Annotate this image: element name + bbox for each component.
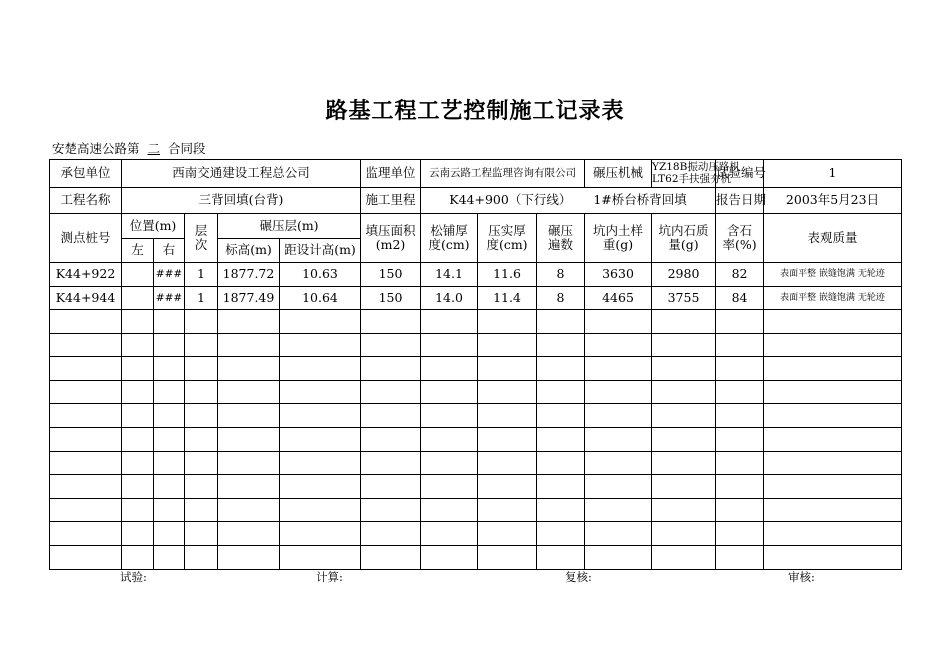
elevation-cell: 1877.49 bbox=[218, 286, 280, 310]
right-cell: ### bbox=[154, 286, 185, 310]
contractor-label: 承包单位 bbox=[50, 160, 122, 188]
station-cell: K44+922 bbox=[50, 263, 122, 287]
footer-test-label: 试验: bbox=[120, 570, 147, 584]
right-cell: ### bbox=[154, 263, 185, 287]
empty-row bbox=[50, 498, 902, 522]
supervisor-label: 监理单位 bbox=[361, 160, 421, 188]
layer-cell: 1 bbox=[185, 286, 218, 310]
soil-cell: 4465 bbox=[585, 286, 652, 310]
machinery-value bbox=[652, 160, 740, 188]
footer-review-label: 复核: bbox=[565, 570, 592, 584]
passes-cell: 8 bbox=[537, 263, 585, 287]
loose-cell: 14.1 bbox=[421, 263, 478, 287]
table-row bbox=[50, 286, 902, 310]
empty-row bbox=[50, 427, 902, 451]
layer-cell: 1 bbox=[185, 263, 218, 287]
test-no-label: 试验编号 bbox=[716, 160, 764, 188]
empty-row bbox=[50, 451, 902, 475]
compacted-cell: 11.4 bbox=[478, 286, 537, 310]
appearance-cell: 表面平整 嵌缝饱满 无轮迹 bbox=[764, 263, 902, 287]
station-cell: K44+944 bbox=[50, 286, 122, 310]
stone-weight-header: 坑内石质量(g) bbox=[652, 214, 716, 263]
contractor-value: 西南交通建设工程总公司 bbox=[122, 160, 361, 188]
empty-row bbox=[50, 475, 902, 499]
empty-rows bbox=[50, 310, 902, 570]
page-title: 路基工程工艺控制施工记录表 bbox=[325, 98, 625, 124]
stone-pct-cell: 82 bbox=[716, 263, 764, 287]
footer-audit-label: 审核: bbox=[788, 570, 815, 584]
stone-content-header: 含石率(%) bbox=[716, 214, 764, 263]
supervisor-value: 云南云路工程监理咨询有限公司 bbox=[421, 160, 585, 188]
appearance-cell: 表面平整 嵌缝饱满 无轮迹 bbox=[764, 286, 902, 310]
empty-row bbox=[50, 545, 902, 569]
empty-row bbox=[50, 380, 902, 404]
left-cell bbox=[122, 263, 154, 287]
compact-layer-header: 碾压层(m) bbox=[218, 214, 361, 239]
empty-row bbox=[50, 357, 902, 381]
record-table bbox=[49, 159, 902, 570]
right-header: 右 bbox=[154, 239, 185, 263]
report-date-label: 报告日期 bbox=[716, 188, 764, 214]
info-row-2 bbox=[50, 188, 902, 214]
location-text: 1#桥台桥背回填 bbox=[593, 192, 687, 208]
stone-cell: 2980 bbox=[652, 263, 716, 287]
subtitle-prefix: 安楚高速公路第 bbox=[52, 141, 140, 156]
loose-cell: 14.0 bbox=[421, 286, 478, 310]
soil-cell: 3630 bbox=[585, 263, 652, 287]
position-header: 位置(m) bbox=[122, 214, 185, 239]
loose-thickness-header: 松铺厚度(cm) bbox=[421, 214, 478, 263]
empty-row bbox=[50, 404, 902, 428]
design-height-cell: 10.63 bbox=[280, 263, 361, 287]
fill-area-cell: 150 bbox=[361, 286, 421, 310]
header-row-1 bbox=[50, 214, 902, 239]
left-header: 左 bbox=[122, 239, 154, 263]
contract-section-line bbox=[52, 139, 206, 157]
subtitle-suffix: 合同段 bbox=[168, 141, 206, 156]
section-number: 二 bbox=[147, 141, 161, 156]
elevation-cell: 1877.72 bbox=[218, 263, 280, 287]
project-label: 工程名称 bbox=[50, 188, 122, 214]
mileage-value bbox=[421, 188, 716, 214]
fill-area-header: 填压面积(m2) bbox=[361, 214, 421, 263]
test-no-value: 1 bbox=[764, 160, 902, 188]
machinery-line-1: YZ18B振动压路机 bbox=[652, 161, 740, 174]
mileage-label: 施工里程 bbox=[361, 188, 421, 214]
stone-pct-cell: 84 bbox=[716, 286, 764, 310]
machinery-line-2: LT62手扶强夯机 bbox=[652, 172, 731, 185]
machinery-label: 碾压机械 bbox=[585, 160, 652, 188]
empty-row bbox=[50, 333, 902, 357]
table-row bbox=[50, 263, 902, 287]
empty-row bbox=[50, 310, 902, 334]
elevation-header: 标高(m) bbox=[218, 239, 280, 263]
project-value: 三背回填(台背) bbox=[122, 188, 361, 214]
fill-area-cell: 150 bbox=[361, 263, 421, 287]
footer-calc-label: 计算: bbox=[316, 570, 343, 584]
appearance-header: 表观质量 bbox=[764, 214, 902, 263]
passes-header: 碾压遍数 bbox=[537, 214, 585, 263]
passes-cell: 8 bbox=[537, 286, 585, 310]
empty-row bbox=[50, 522, 902, 546]
station-header: 测点桩号 bbox=[50, 214, 122, 263]
layer-header: 层次 bbox=[185, 214, 218, 263]
left-cell bbox=[122, 286, 154, 310]
stone-cell: 3755 bbox=[652, 286, 716, 310]
soil-weight-header: 坑内土样重(g) bbox=[585, 214, 652, 263]
mileage-text: K44+900（下行线） bbox=[449, 192, 572, 208]
design-height-header: 距设计高(m) bbox=[280, 239, 361, 263]
info-row-1 bbox=[50, 160, 902, 188]
compacted-thickness-header: 压实厚度(cm) bbox=[478, 214, 537, 263]
report-date-value: 2003年5月23日 bbox=[764, 188, 902, 214]
compacted-cell: 11.6 bbox=[478, 263, 537, 287]
design-height-cell: 10.64 bbox=[280, 286, 361, 310]
